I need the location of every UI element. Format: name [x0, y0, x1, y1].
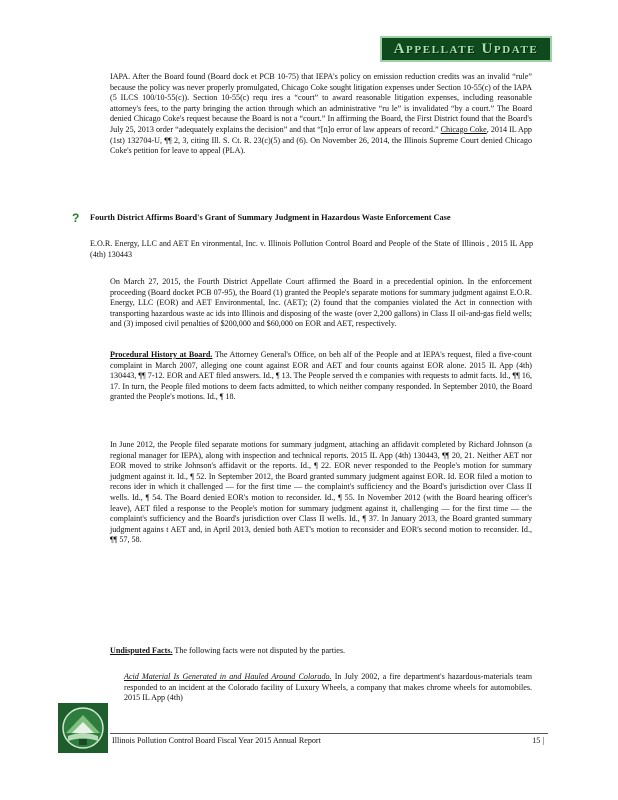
footer-divider	[110, 733, 548, 734]
paragraph-summary-judgment: In June 2012, the People filed separate motions for summary judgment, attaching an affidavit completed by Richard Johnson (a regional manager for IEPA), along with inspection and technical reports. 2015 IL App (4th) 130443, ¶¶ 20, 21. Neither AET nor EOR moved to strike Johnson's affidavit or the reports. Id., ¶ 22. EOR never responded to the People's motion for summary judgment against it. Id., ¶ 52. In September 2012, the Board granted summary judgment against EOR. Id. EOR filed a motion to recons ider in which it challenged — for the first time — the complaint's sufficiency and the Board's jurisdiction over Class II wells. Id., ¶ 54. The Board denied EOR's motion to reconsider. Id., ¶ 55. In November 2012 (with the Board hearing officer's leave), AET filed a response to the People's motion for summary judgment against it, challenging — for the first time — the complaint's sufficiency and the Board's jurisdiction over Class II wells. Id., ¶ 37. In January 2013, the Board granted summary judgment agains t AET and, in April 2013, denied both AET's motion to reconsider and EOR's second motion to reconsider. Id., ¶¶ 57, 58.	[110, 440, 532, 545]
paragraph-text: The following facts were not disputed by the parties.	[172, 646, 345, 655]
paragraph-procedural-history	[110, 350, 532, 403]
footer-report-title: Illinois Pollution Control Board Fiscal Year 2015 Annual Report	[112, 736, 321, 745]
paragraph-chicago-coke	[110, 72, 532, 157]
paragraph-text-tail: , 2014 IL App (1st) 132704-U, ¶¶ 2, 3, citing Ill. S. Ct. R. 23(c)(5) and (6). On November 26, 2014, the Illinois Supreme Court denied Chicago Coke's petition for leave to appeal (PLA).	[110, 124, 532, 156]
subheading-acid-material: Acid Material Is Generated in and Hauled Around Colorado.	[124, 672, 332, 681]
paragraph-undisputed-facts	[110, 646, 532, 657]
paragraph-acid-material	[124, 672, 532, 704]
subheading-undisputed-facts: Undisputed Facts.	[110, 646, 173, 655]
case-citation: E.O.R. Energy, LLC and AET En vironmental, Inc. v. Illinois Pollution Control Board and People of the State of Illinois , 2015 IL App (4th) 130443	[90, 239, 533, 259]
subheading-procedural-history: Procedural History at Board.	[110, 350, 213, 359]
banner-title: Appellate Update	[393, 40, 539, 57]
paragraph-text: The Attorney General's Office, on beh alf of the People and at IEPA's request, filed a five-count complaint in March 2007, alleging one count against EOR and AET and four counts against EOR alone. 2015 IL App (4th) 130443, ¶¶ 7-12. EOR and AET filed answers. Id., ¶ 13. The People served th e companies with requests to admit facts. Id., ¶¶ 16, 17. In turn, the People filed motions to deem facts admitted, to which neither company responded. In September 2010, the Board granted the People's motions. Id., ¶ 18.	[110, 350, 533, 402]
pollution-control-board-logo-icon	[58, 703, 108, 753]
appellate-update-banner	[380, 36, 552, 62]
page-footer	[112, 736, 544, 746]
paragraph-text: IAPA. After the Board found (Board dock et PCB 10-75) that IEPA's policy on emission reduction credits was an invalid “rule” because the policy was never properly promulgated, Chicago Coke sought litigation expenses under Section 10-55(c) of the IAPA (5 ILCS 100/10-55(c)). Section 10-55(c) requ ires a “court” to award reasonable litigation expenses, including reasonable attorney's fees, to the party bringing the action through which an administrative “ru le” is invalidated “by a court.” The Board denied Chicago Coke's request because the Board is not a “court.” In affirming the Board, the First District found that the Board's July 25, 2013 order “adequately explains the decision” and that “[n]o error of law appears of record.”	[110, 72, 532, 134]
section-heading: Fourth District Affirms Board's Grant of Summary Judgment in Hazardous Waste Enforcement Case	[90, 213, 451, 222]
section-bullet-icon: ?	[72, 211, 80, 225]
footer-page-number: 15 |	[532, 736, 544, 745]
paragraph-opinion-summary: On March 27, 2015, the Fourth District Appellate Court affirmed the Board in a precedential opinion. In the enforcement proceeding (Board docket PCB 07-95), the Board (1) granted the People's separate motions for summary judgment against E.O.R. Energy, LLC (EOR) and AET Environmental, Inc. (AET); (2) found that the companies violated the Act in connection with transporting hazardous waste ac ids into Illinois and disposing of the waste (over 2,200 gallons) in Class II oil-and-gas field wells; and (3) imposed civil penalties of $200,000 and $60,000 on EOR and AET, respectively.	[110, 277, 532, 329]
case-name: Chicago Coke	[440, 124, 487, 134]
paragraph-text: In July 2002, a fire department's hazardous-materials team responded to an incident at the Colorado facility of Luxury Wheels, a company that makes chrome wheels for automobiles. 2015 IL App (4th)	[124, 672, 532, 703]
